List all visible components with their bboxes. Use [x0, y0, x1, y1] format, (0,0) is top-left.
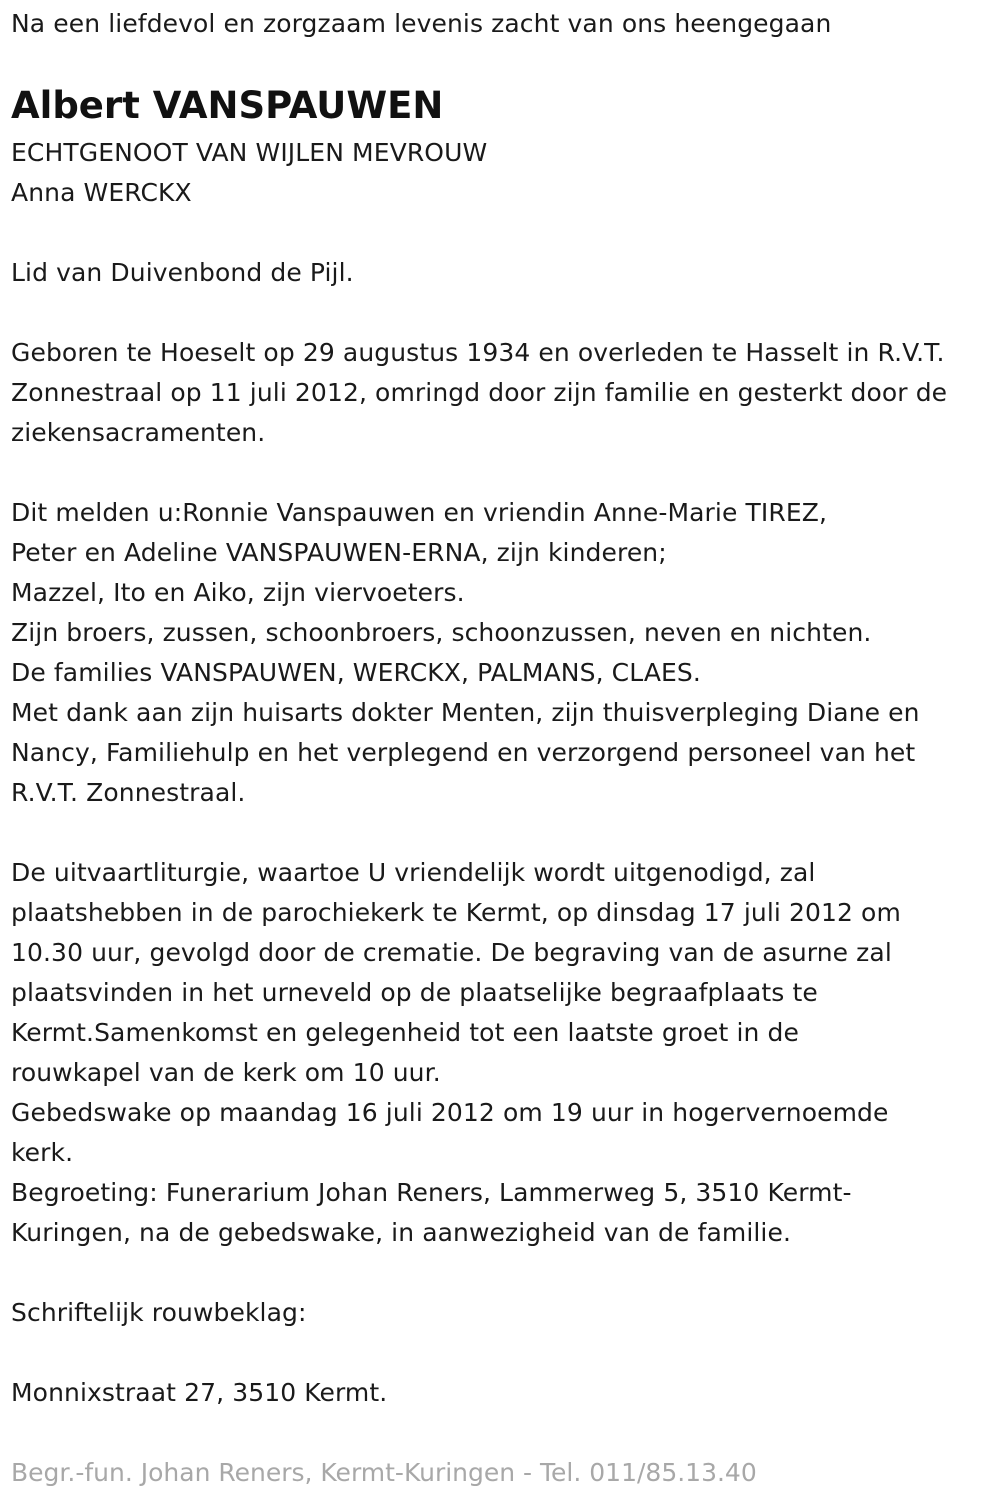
text-line: Zijn broers, zussen, schoonbroers, schoonzussen, neven en nichten.	[11, 618, 872, 647]
text-line: kerk.	[11, 1138, 74, 1167]
text-line: Zonnestraal op 11 juli 2012, omringd door zijn familie en gesterkt door de	[11, 378, 948, 407]
text-line: Dit melden u:Ronnie Vanspauwen en vriendin Anne-Marie TIREZ,	[11, 498, 827, 527]
announcement-paragraph	[11, 493, 920, 813]
text-line: Met dank aan zijn huisarts dokter Menten, zijn thuisverpleging Diane en	[11, 698, 920, 727]
text-line: rouwkapel van de kerk om 10 uur.	[11, 1058, 441, 1087]
text-line: R.V.T. Zonnestraal.	[11, 778, 246, 807]
address-block	[11, 1373, 387, 1413]
text-line: plaatsvinden in het urneveld op de plaatselijke begraafplaats te	[11, 978, 818, 1007]
membership-line: Lid van Duivenbond de Pijl.	[11, 258, 354, 287]
text-line: Geboren te Hoeselt op 29 augustus 1934 en overleden te Hasselt in R.V.T.	[11, 338, 945, 367]
text-line: ziekensacramenten.	[11, 418, 266, 447]
text-line: De uitvaartliturgie, waartoe U vriendelijk wordt uitgenodigd, zal	[11, 858, 816, 887]
deceased-name: Albert VANSPAUWEN	[11, 84, 444, 127]
birth-death-paragraph	[11, 333, 947, 453]
text-line: Peter en Adeline VANSPAUWEN-ERNA, zijn kinderen;	[11, 538, 667, 567]
text-line: Nancy, Familiehulp en het verplegend en verzorgend personeel van het	[11, 738, 916, 767]
spouse-block	[11, 133, 487, 213]
intro-line: Na een liefdevol en zorgzaam levenis zacht van ons heengegaan	[11, 9, 832, 38]
text-line: Kermt.Samenkomst en gelegenheid tot een laatste groet in de	[11, 1018, 799, 1047]
text-line: plaatshebben in de parochiekerk te Kermt, op dinsdag 17 juli 2012 om	[11, 898, 901, 927]
text-line: Gebedswake op maandag 16 juli 2012 om 19 uur in hogervernoemde	[11, 1098, 889, 1127]
condolence-block	[11, 1293, 307, 1333]
funeral-paragraph	[11, 853, 901, 1253]
text-line: De families VANSPAUWEN, WERCKX, PALMANS, CLAES.	[11, 658, 701, 687]
funeral-home-footer: Begr.-fun. Johan Reners, Kermt-Kuringen - Tel. 011/85.13.40	[11, 1458, 757, 1487]
membership-block	[11, 253, 354, 293]
text-line: 10.30 uur, gevolgd door de crematie. De begraving van de asurne zal	[11, 938, 892, 967]
condolence-label: Schriftelijk rouwbeklag:	[11, 1298, 307, 1327]
text-line: Mazzel, Ito en Aiko, zijn viervoeters.	[11, 578, 465, 607]
spouse-title: ECHTGENOOT VAN WIJLEN MEVROUW	[11, 138, 488, 167]
text-line: Kuringen, na de gebedswake, in aanwezigheid van de familie.	[11, 1218, 791, 1247]
condolence-address: Monnixstraat 27, 3510 Kermt.	[11, 1378, 388, 1407]
text-line: Begroeting: Funerarium Johan Reners, Lammerweg 5, 3510 Kermt-	[11, 1178, 852, 1207]
spouse-name: Anna WERCKX	[11, 178, 192, 207]
